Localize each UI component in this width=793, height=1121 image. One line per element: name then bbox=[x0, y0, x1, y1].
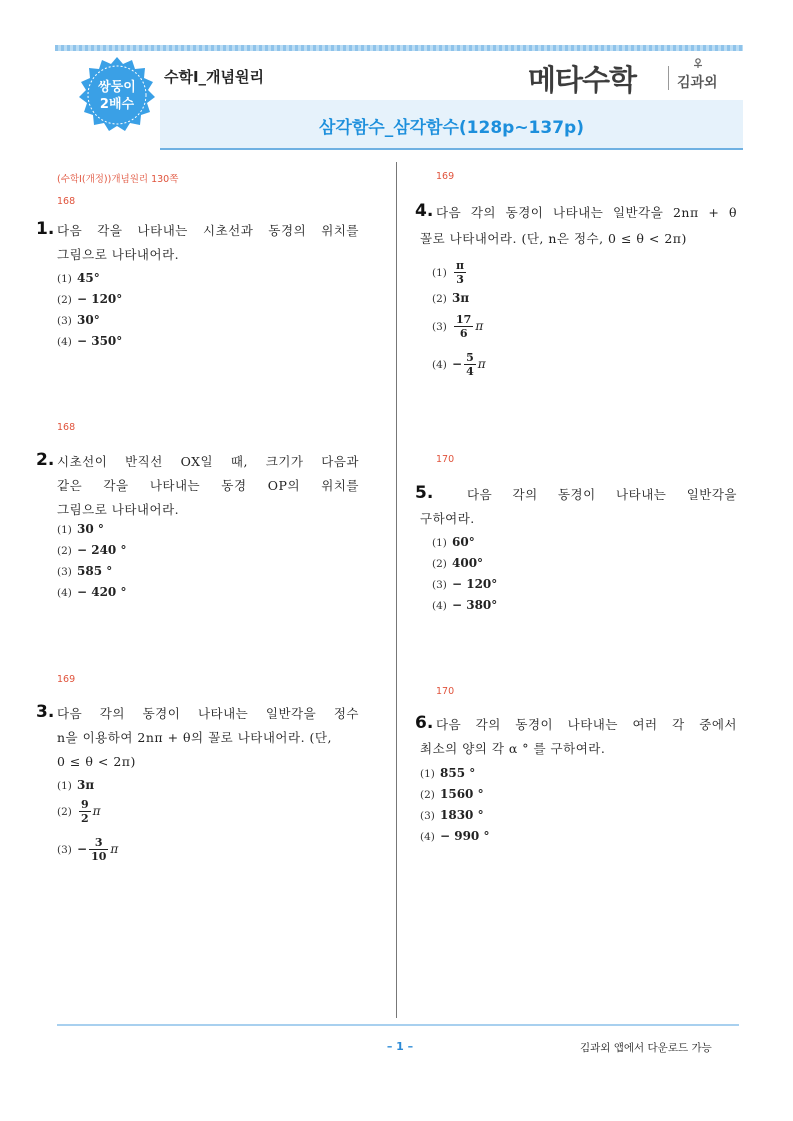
question-3 bbox=[36, 702, 366, 872]
item-value: 3π bbox=[77, 778, 95, 792]
sign: − bbox=[452, 357, 463, 371]
logo-meta-math: 메타수학 bbox=[528, 63, 637, 97]
badge-text bbox=[77, 79, 157, 113]
item-value: − 420 ° bbox=[77, 585, 127, 599]
fraction-numerator: 17 bbox=[456, 313, 472, 326]
question-1 bbox=[36, 219, 366, 369]
question-ref: 170 bbox=[436, 454, 455, 465]
question-text: 다음 각의 동경이 나타내는 여러 각 중에서 bbox=[436, 717, 737, 732]
item-label: (4) bbox=[57, 336, 72, 348]
item-value: − 120° bbox=[77, 292, 123, 306]
item-value: 30 ° bbox=[77, 522, 104, 536]
question-6 bbox=[415, 713, 745, 863]
item-label: (2) bbox=[420, 789, 435, 801]
question-5 bbox=[415, 483, 745, 623]
item-label: (3) bbox=[57, 844, 72, 856]
item-label: (3) bbox=[420, 810, 435, 822]
item-label: (1) bbox=[57, 524, 72, 536]
question-text: 다음 각을 나타내는 시초선과 동경의 위치를 bbox=[57, 223, 359, 238]
badge-seal bbox=[77, 55, 157, 135]
answer-item bbox=[57, 585, 126, 599]
question-number: 6. bbox=[415, 713, 434, 733]
fraction bbox=[79, 798, 91, 825]
question-text: 그림으로 나타내어라. bbox=[57, 247, 180, 262]
question-text: n을 이용하여 2nπ + θ의 꼴로 나타내어라. (단, bbox=[57, 730, 332, 745]
answer-item bbox=[57, 292, 122, 306]
question-number: 2. bbox=[36, 450, 55, 470]
item-label: (3) bbox=[57, 315, 72, 327]
answer-item bbox=[432, 291, 469, 305]
fraction-numerator: 3 bbox=[89, 836, 108, 850]
answer-item bbox=[420, 808, 484, 822]
question-number: 4. bbox=[415, 201, 434, 221]
question-number: 1. bbox=[36, 219, 55, 239]
item-label: (2) bbox=[432, 293, 447, 305]
pi-symbol: π bbox=[477, 357, 486, 371]
question-number: 3. bbox=[36, 702, 55, 722]
item-value: − 120° bbox=[452, 577, 498, 591]
answer-item bbox=[432, 313, 483, 340]
pi-symbol: π bbox=[92, 804, 101, 818]
item-value: 1560 ° bbox=[440, 787, 484, 801]
answer-item bbox=[432, 577, 497, 591]
top-rule bbox=[55, 45, 743, 51]
answer-item bbox=[420, 787, 484, 801]
fraction-numerator: 9 bbox=[81, 798, 89, 811]
item-label: (2) bbox=[57, 545, 72, 557]
answer-item bbox=[432, 598, 497, 612]
pi-symbol: π bbox=[110, 842, 119, 856]
question-ref: 169 bbox=[436, 171, 455, 182]
fraction-denominator: 4 bbox=[466, 365, 474, 378]
fraction bbox=[464, 351, 476, 378]
item-label: (4) bbox=[432, 359, 447, 371]
fraction-denominator: 3 bbox=[456, 273, 464, 286]
item-value: 30° bbox=[77, 313, 100, 327]
logo-kimgwaoe: 김과외 bbox=[677, 75, 718, 91]
source-note: (수학I(개정))개념원리 130쪽 bbox=[57, 174, 179, 185]
answer-item bbox=[57, 271, 100, 285]
item-value: 585 ° bbox=[77, 564, 113, 578]
answer-item bbox=[57, 778, 94, 792]
item-value: 45° bbox=[77, 271, 100, 285]
fraction-denominator: 2 bbox=[81, 812, 89, 825]
question-text: 같은 각을 나타내는 동경 OP의 위치를 bbox=[57, 478, 359, 493]
badge-line2: 2배수 bbox=[99, 97, 135, 112]
bottom-rule bbox=[57, 1024, 739, 1026]
question-text: 꼴로 나타내어라. (단, n은 정수, 0 ≤ θ < 2π) bbox=[420, 231, 687, 246]
item-value: − 380° bbox=[452, 598, 498, 612]
answer-item bbox=[432, 351, 486, 378]
page-title: 삼각함수_삼각함수(128p~137p) bbox=[319, 118, 584, 138]
item-value: 400° bbox=[452, 556, 484, 570]
item-value: − 990 ° bbox=[440, 829, 490, 843]
item-label: (3) bbox=[432, 579, 447, 591]
question-ref: 168 bbox=[57, 422, 76, 433]
item-label: (3) bbox=[432, 321, 447, 333]
question-text: 그림으로 나타내어라. bbox=[57, 502, 180, 517]
question-ref: 169 bbox=[57, 674, 76, 685]
item-value: 855 ° bbox=[440, 766, 476, 780]
item-value: 1830 ° bbox=[440, 808, 484, 822]
column-divider bbox=[396, 162, 397, 1018]
item-label: (1) bbox=[432, 267, 447, 279]
pi-symbol: π bbox=[475, 319, 484, 333]
badge-line1: 쌍둥이 bbox=[98, 80, 136, 95]
item-value: 60° bbox=[452, 535, 475, 549]
item-value: 3π bbox=[452, 291, 470, 305]
item-value: − 240 ° bbox=[77, 543, 127, 557]
fraction-numerator: 5 bbox=[466, 351, 474, 364]
question-text: 시초선이 반직선 OX일 때, 크기가 다음과 bbox=[57, 454, 359, 469]
question-4 bbox=[415, 201, 745, 381]
answer-item bbox=[420, 766, 475, 780]
sign: − bbox=[77, 842, 88, 856]
answer-item bbox=[432, 556, 483, 570]
item-label: (1) bbox=[432, 537, 447, 549]
answer-item bbox=[57, 334, 122, 348]
question-ref: 168 bbox=[57, 196, 76, 207]
page-number: – 1 – bbox=[386, 1040, 414, 1053]
fraction-denominator: 6 bbox=[459, 327, 468, 340]
item-label: (2) bbox=[432, 558, 447, 570]
fraction-numerator: π bbox=[456, 259, 465, 272]
answer-item bbox=[57, 798, 101, 825]
answer-item bbox=[57, 313, 100, 327]
item-value: − 350° bbox=[77, 334, 123, 348]
item-label: (2) bbox=[57, 806, 72, 818]
answer-item bbox=[57, 836, 118, 863]
answer-item bbox=[57, 522, 104, 536]
item-label: (1) bbox=[57, 780, 72, 792]
question-2 bbox=[36, 450, 366, 610]
question-text: 다음 각의 동경이 나타내는 일반각을 bbox=[467, 487, 737, 502]
item-label: (1) bbox=[57, 273, 72, 285]
item-label: (1) bbox=[420, 768, 435, 780]
answer-item bbox=[432, 259, 468, 286]
question-text: 다음 각의 동경이 나타내는 일반각을 2nπ + θ bbox=[436, 205, 737, 220]
download-note: 김과외 앱에서 다운로드 가능 bbox=[580, 1042, 712, 1054]
question-number: 5. bbox=[415, 483, 434, 503]
question-text: 다음 각의 동경이 나타내는 일반각을 정수 bbox=[57, 706, 359, 721]
answer-item bbox=[432, 535, 475, 549]
item-label: (4) bbox=[57, 587, 72, 599]
answer-item bbox=[420, 829, 489, 843]
subject-label: 수학Ⅰ_개념원리 bbox=[164, 68, 265, 86]
person-icon bbox=[691, 58, 705, 72]
fraction-denominator: 10 bbox=[91, 850, 107, 863]
fraction bbox=[89, 836, 108, 863]
fraction bbox=[454, 259, 466, 286]
question-ref: 170 bbox=[436, 686, 455, 697]
question-text: 0 ≤ θ < 2π) bbox=[57, 754, 136, 769]
item-label: (4) bbox=[420, 831, 435, 843]
item-label: (2) bbox=[57, 294, 72, 306]
logo-divider bbox=[668, 66, 669, 90]
answer-item bbox=[57, 543, 126, 557]
fraction bbox=[454, 313, 473, 340]
title-band bbox=[160, 100, 743, 150]
question-text: 최소의 양의 각 α ° 를 구하여라. bbox=[420, 741, 606, 756]
question-text: 구하여라. bbox=[420, 511, 475, 526]
answer-item bbox=[57, 564, 112, 578]
item-label: (4) bbox=[432, 600, 447, 612]
item-label: (3) bbox=[57, 566, 72, 578]
